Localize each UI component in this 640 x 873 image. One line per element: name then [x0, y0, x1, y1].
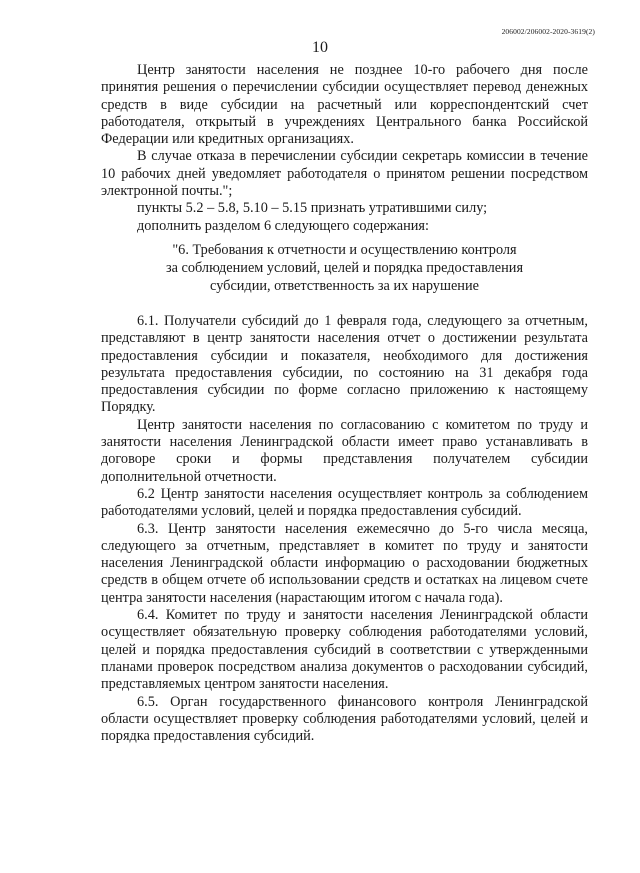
paragraph-6-5: 6.5. Орган государственного финансового контроля Ленинградской области осуществляет проверку соблюдения работодателями условий, целей и порядка предоставления субсидий. [101, 693, 588, 745]
paragraph-6-3: 6.3. Центр занятости населения ежемесячно до 5-го числа месяца, следующего за отчетным, представляет в комитет по труду и занятости населения Ленинградской области информацию о расходовании бюджетных средств в общем отчете об использовании средств и остатках на лицевом счете центра занятости населения (нарастающим итогом с начала года). [101, 520, 588, 606]
section-heading-line: "6. Требования к отчетности и осуществлению контроля [172, 241, 517, 258]
document-id: 206002/206002-2020-3619(2) [501, 27, 595, 36]
section-heading-line: субсидии, ответственность за их нарушение [210, 277, 479, 294]
paragraph-6-4: 6.4. Комитет по труду и занятости населения Ленинградской области осуществляет обязательную проверку соблюдения работодателями условий, целей и порядка предоставления субсидий в соответствии с утвержденными планами проверок посредством анализа документов о расходовании субсидий, представляемых центром занятости населения. [101, 607, 588, 693]
document-body [101, 62, 588, 745]
spacer [101, 295, 588, 313]
paragraph-6-2: 6.2 Центр занятости населения осуществляет контроль за соблюдением работодателями условий, целей и порядка предоставления субсидий. [101, 485, 588, 520]
paragraph-refusal: В случае отказа в перечислении субсидии секретарь комиссии в течение 10 рабочих дней уведомляет работодателя о принятом решении посредством электронной почты."; [101, 148, 588, 200]
paragraph-transfer: Центр занятости населения не позднее 10-го рабочего дня после принятия решения о перечислении субсидии осуществляет перевод денежных средств в виде субсидии на расчетный или корреспондентский счет работодателя, открытый в учреждениях Центрального банка Российской Федерации или кредитных организациях. [101, 62, 588, 148]
page-number: 10 [312, 39, 328, 56]
paragraph-6-1-cont: Центр занятости населения по согласованию с комитетом по труду и занятости населения Ленинградской области имеет право устанавливать в договоре сроки и формы представления получателем субсидии дополнительной отчетности. [101, 416, 588, 485]
paragraph-6-1: 6.1. Получатели субсидий до 1 февраля года, следующего за отчетным, представляют в центр занятости населения отчет о достижении результата предоставления субсидии и показателя, необходимого для достижения результата предоставления субсидии, по состоянию на 31 декабря года предоставления субсидии по форме согласно приложению к настоящему Порядку. [101, 312, 588, 416]
section-6-heading [101, 241, 588, 295]
paragraph-repeal: пункты 5.2 – 5.8, 5.10 – 5.15 признать утратившими силу; [137, 200, 488, 217]
section-heading-line: за соблюдением условий, целей и порядка предоставления [165, 259, 524, 276]
paragraph-supplement: дополнить разделом 6 следующего содержания: [137, 217, 429, 234]
